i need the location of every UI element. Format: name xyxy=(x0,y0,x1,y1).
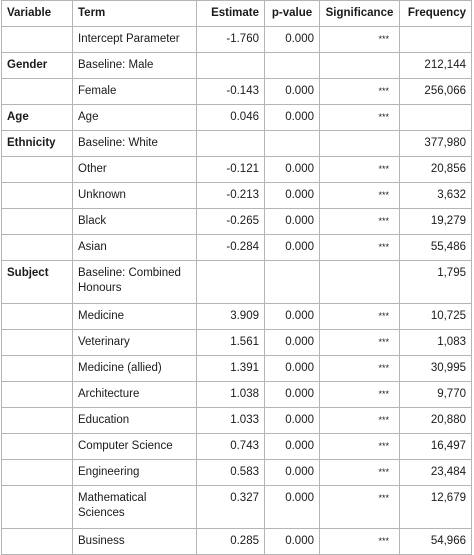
cell-frequency: 16,497 xyxy=(400,434,472,460)
cell-estimate: -0.121 xyxy=(197,157,265,183)
cell-significance: *** xyxy=(320,27,400,53)
cell-term: Architecture xyxy=(73,382,197,408)
cell-pvalue: 0.000 xyxy=(265,330,320,356)
cell-estimate: -0.284 xyxy=(197,235,265,261)
cell-estimate: 1.391 xyxy=(197,356,265,382)
cell-frequency: 1,083 xyxy=(400,330,472,356)
table-row xyxy=(2,235,472,261)
cell-significance: *** xyxy=(320,157,400,183)
regression-table xyxy=(1,0,472,555)
table-row xyxy=(2,183,472,209)
cell-variable xyxy=(2,235,73,261)
cell-pvalue: 0.000 xyxy=(265,79,320,105)
cell-estimate: 3.909 xyxy=(197,304,265,330)
header-variable: Variable xyxy=(2,1,73,27)
table-row xyxy=(2,27,472,53)
cell-term: Computer Science xyxy=(73,434,197,460)
cell-significance xyxy=(320,53,400,79)
cell-significance: *** xyxy=(320,434,400,460)
cell-frequency: 30,995 xyxy=(400,356,472,382)
cell-significance xyxy=(320,131,400,157)
cell-pvalue: 0.000 xyxy=(265,356,320,382)
cell-term: Baseline: Combined Honours xyxy=(73,261,197,304)
cell-variable xyxy=(2,27,73,53)
header-estimate: Estimate xyxy=(197,1,265,27)
cell-pvalue: 0.000 xyxy=(265,183,320,209)
cell-frequency: 9,770 xyxy=(400,382,472,408)
cell-frequency: 23,484 xyxy=(400,460,472,486)
cell-variable xyxy=(2,486,73,529)
cell-variable xyxy=(2,382,73,408)
cell-variable xyxy=(2,157,73,183)
cell-significance: *** xyxy=(320,105,400,131)
cell-frequency: 10,725 xyxy=(400,304,472,330)
table-row xyxy=(2,131,472,157)
cell-variable xyxy=(2,356,73,382)
cell-pvalue xyxy=(265,131,320,157)
cell-frequency: 55,486 xyxy=(400,235,472,261)
cell-variable xyxy=(2,330,73,356)
cell-pvalue xyxy=(265,53,320,79)
table-row xyxy=(2,330,472,356)
cell-pvalue: 0.000 xyxy=(265,235,320,261)
table-row xyxy=(2,79,472,105)
table-row xyxy=(2,53,472,79)
cell-pvalue: 0.000 xyxy=(265,105,320,131)
cell-estimate: -1.760 xyxy=(197,27,265,53)
cell-pvalue: 0.000 xyxy=(265,157,320,183)
cell-term: Black xyxy=(73,209,197,235)
cell-estimate xyxy=(197,53,265,79)
cell-pvalue: 0.000 xyxy=(265,486,320,529)
cell-frequency xyxy=(400,27,472,53)
cell-estimate: 0.743 xyxy=(197,434,265,460)
cell-frequency: 54,966 xyxy=(400,529,472,555)
cell-pvalue: 0.000 xyxy=(265,382,320,408)
cell-estimate: -0.213 xyxy=(197,183,265,209)
cell-term: Baseline: Male xyxy=(73,53,197,79)
cell-term: Medicine (allied) xyxy=(73,356,197,382)
cell-term: Education xyxy=(73,408,197,434)
cell-term: Business xyxy=(73,529,197,555)
cell-significance: *** xyxy=(320,356,400,382)
cell-estimate xyxy=(197,261,265,304)
cell-term: Veterinary xyxy=(73,330,197,356)
cell-frequency: 20,856 xyxy=(400,157,472,183)
cell-term: Unknown xyxy=(73,183,197,209)
header-pvalue: p-value xyxy=(265,1,320,27)
cell-variable xyxy=(2,529,73,555)
cell-variable: Age xyxy=(2,105,73,131)
cell-estimate xyxy=(197,131,265,157)
cell-significance: *** xyxy=(320,460,400,486)
table-row xyxy=(2,486,472,529)
cell-variable xyxy=(2,408,73,434)
table-row xyxy=(2,460,472,486)
cell-variable xyxy=(2,183,73,209)
cell-significance: *** xyxy=(320,79,400,105)
cell-significance: *** xyxy=(320,304,400,330)
cell-pvalue: 0.000 xyxy=(265,434,320,460)
cell-frequency: 12,679 xyxy=(400,486,472,529)
cell-estimate: 0.046 xyxy=(197,105,265,131)
table-row xyxy=(2,382,472,408)
cell-significance: *** xyxy=(320,183,400,209)
cell-pvalue: 0.000 xyxy=(265,408,320,434)
cell-estimate: 1.561 xyxy=(197,330,265,356)
cell-frequency xyxy=(400,105,472,131)
cell-frequency: 212,144 xyxy=(400,53,472,79)
cell-variable xyxy=(2,79,73,105)
cell-term: Other xyxy=(73,157,197,183)
cell-estimate: 1.038 xyxy=(197,382,265,408)
cell-estimate: -0.265 xyxy=(197,209,265,235)
cell-term: Medicine xyxy=(73,304,197,330)
cell-variable xyxy=(2,304,73,330)
cell-significance: *** xyxy=(320,408,400,434)
table-row xyxy=(2,304,472,330)
cell-frequency: 3,632 xyxy=(400,183,472,209)
cell-term: Engineering xyxy=(73,460,197,486)
cell-variable xyxy=(2,434,73,460)
cell-frequency: 256,066 xyxy=(400,79,472,105)
cell-term: Age xyxy=(73,105,197,131)
cell-term: Baseline: White xyxy=(73,131,197,157)
header-row xyxy=(2,1,472,27)
header-term: Term xyxy=(73,1,197,27)
table-body xyxy=(2,27,472,555)
cell-term: Mathematical Sciences xyxy=(73,486,197,529)
cell-estimate: 0.285 xyxy=(197,529,265,555)
table-row xyxy=(2,157,472,183)
cell-significance: *** xyxy=(320,330,400,356)
cell-frequency: 20,880 xyxy=(400,408,472,434)
table-row xyxy=(2,529,472,555)
cell-term: Female xyxy=(73,79,197,105)
cell-frequency: 377,980 xyxy=(400,131,472,157)
cell-significance: *** xyxy=(320,209,400,235)
table-row xyxy=(2,209,472,235)
cell-pvalue: 0.000 xyxy=(265,27,320,53)
cell-estimate: 1.033 xyxy=(197,408,265,434)
cell-pvalue: 0.000 xyxy=(265,304,320,330)
cell-variable xyxy=(2,209,73,235)
cell-estimate: 0.583 xyxy=(197,460,265,486)
cell-variable: Ethnicity xyxy=(2,131,73,157)
cell-term: Intercept Parameter xyxy=(73,27,197,53)
cell-significance: *** xyxy=(320,235,400,261)
cell-pvalue: 0.000 xyxy=(265,460,320,486)
cell-significance xyxy=(320,261,400,304)
cell-term: Asian xyxy=(73,235,197,261)
table-row xyxy=(2,261,472,304)
header-frequency: Frequency xyxy=(400,1,472,27)
cell-estimate: -0.143 xyxy=(197,79,265,105)
cell-significance: *** xyxy=(320,382,400,408)
header-significance: Significance xyxy=(320,1,400,27)
table-row xyxy=(2,105,472,131)
cell-significance: *** xyxy=(320,529,400,555)
table-row xyxy=(2,356,472,382)
cell-pvalue xyxy=(265,261,320,304)
cell-pvalue: 0.000 xyxy=(265,209,320,235)
cell-variable: Gender xyxy=(2,53,73,79)
cell-estimate: 0.327 xyxy=(197,486,265,529)
table-row xyxy=(2,434,472,460)
cell-significance: *** xyxy=(320,486,400,529)
cell-variable: Subject xyxy=(2,261,73,304)
cell-frequency: 19,279 xyxy=(400,209,472,235)
cell-frequency: 1,795 xyxy=(400,261,472,304)
cell-variable xyxy=(2,460,73,486)
cell-pvalue: 0.000 xyxy=(265,529,320,555)
table-row xyxy=(2,408,472,434)
